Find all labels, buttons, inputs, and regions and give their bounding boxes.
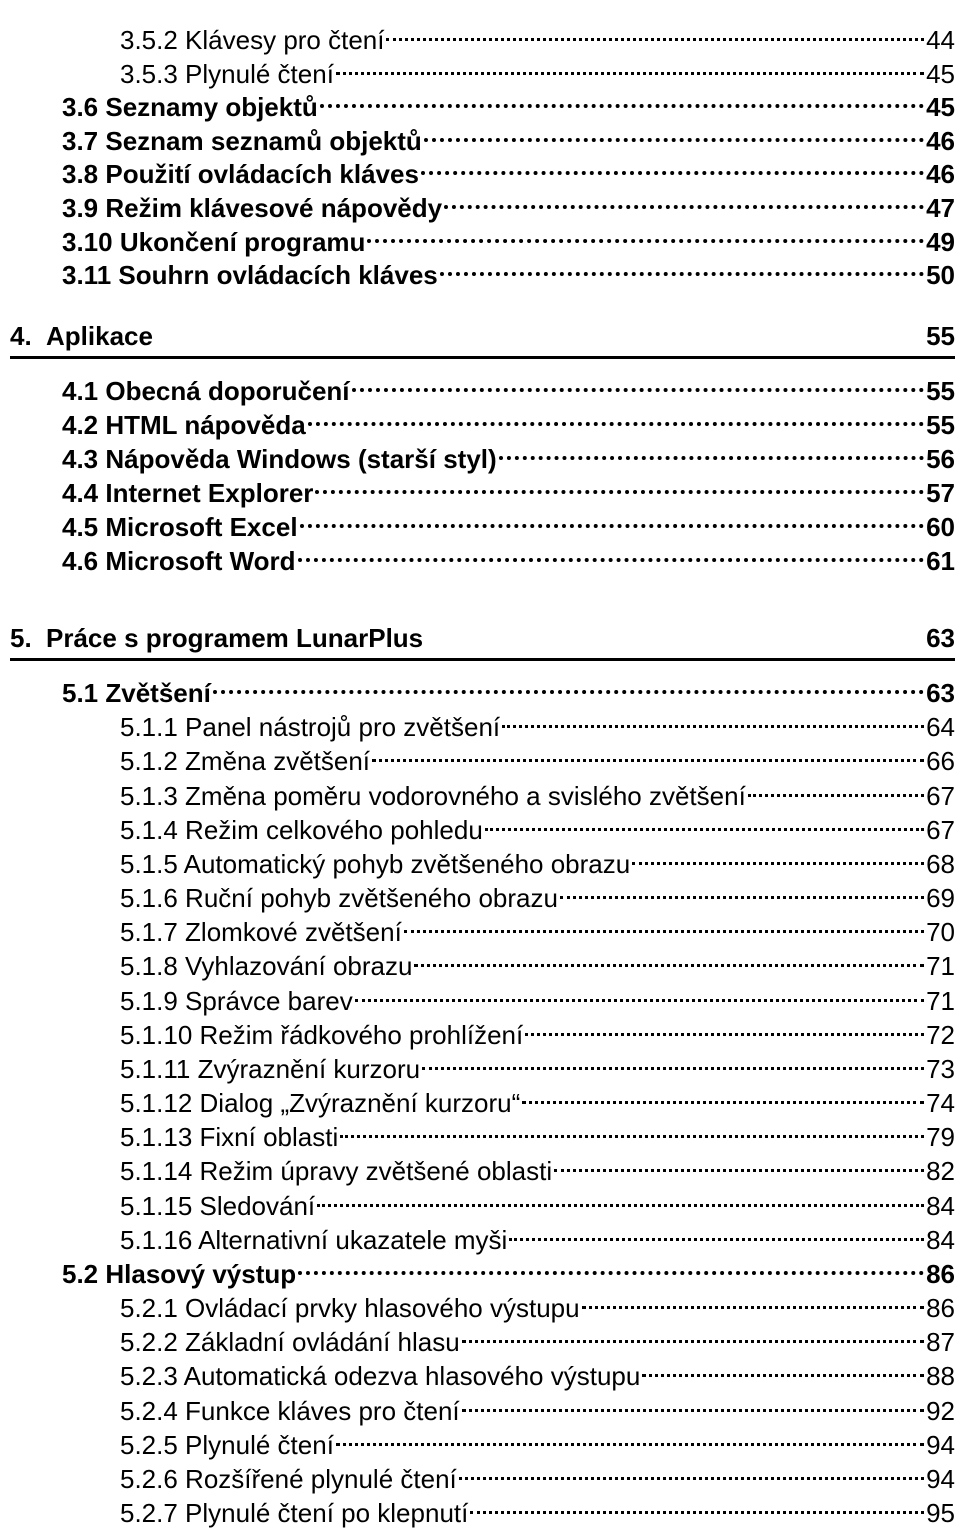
toc-entry-label: 5.1.16 Alternativní ukazatele myši — [120, 1224, 508, 1255]
toc-entry-page-number: 55 — [926, 376, 955, 406]
toc-entry-label: 5.1.5 Automatický pohyb zvětšeného obrazu — [120, 848, 631, 879]
toc-entry-label: 5.2.3 Automatická odezva hlasového výstupu — [120, 1361, 641, 1392]
dot-leader — [340, 1112, 924, 1146]
toc-entry-label: 5.1.11 Zvýraznění kurzoru — [120, 1053, 421, 1084]
toc-entry-label: 5.2.2 Základní ovládání hlasu — [120, 1327, 460, 1358]
toc-entry-page-number: 44 — [926, 25, 955, 55]
toc-entry-label: 4.4 Internet Explorer — [62, 478, 314, 508]
chapter-title: Aplikace — [46, 321, 153, 351]
toc-entry-label: 5.1.13 Fixní oblasti — [120, 1122, 339, 1153]
toc-entry[interactable] — [62, 400, 955, 440]
toc-entry-page-number: 84 — [926, 1190, 955, 1221]
toc-entry-label: 5.1.1 Panel nástrojů pro zvětšení — [120, 712, 501, 743]
dot-leader — [367, 217, 924, 251]
toc-entry[interactable] — [120, 1181, 955, 1221]
dot-leader — [642, 1351, 924, 1385]
toc-entry-label: 4.3 Nápověda Windows (starší styl) — [62, 444, 497, 474]
toc-entry-label: 5.2.7 Plynulé čtení po klepnutí — [120, 1498, 469, 1529]
toc-entry-page-number: 57 — [926, 478, 955, 508]
toc-entry-label: 4.2 HTML nápověda — [62, 410, 306, 440]
toc-entry-page-number: 95 — [926, 1498, 955, 1529]
toc-entry[interactable] — [120, 1078, 955, 1119]
dot-leader — [502, 702, 924, 736]
toc-entry[interactable] — [120, 976, 955, 1016]
toc-entry-page-number: 50 — [926, 260, 955, 291]
toc-entry[interactable] — [120, 907, 955, 948]
toc-entry[interactable] — [62, 217, 955, 257]
toc-entry-label: 5.2 Hlasový výstup — [62, 1258, 297, 1289]
dot-leader — [470, 1488, 924, 1522]
toc-entry[interactable] — [120, 1283, 955, 1324]
toc-entry-page-number: 79 — [926, 1122, 955, 1153]
dot-leader — [298, 536, 925, 570]
toc-entry[interactable] — [120, 941, 955, 982]
dot-leader — [444, 183, 924, 217]
chapter-number: 4. — [10, 321, 32, 351]
toc-entry-label: 5.2.1 Ovládací prvky hlasového výstupu — [120, 1293, 580, 1324]
chapter-heading[interactable] — [10, 318, 955, 359]
dot-leader — [424, 116, 924, 150]
toc-entry-label: 5.1.6 Ruční pohyb zvětšeného obrazu — [120, 883, 558, 914]
toc-entry-label: 5.1.4 Režim celkového pohledu — [120, 814, 483, 845]
dot-leader — [336, 1420, 924, 1454]
toc-entry-label: 5.1 Zvětšení — [62, 678, 211, 708]
toc-entry[interactable] — [120, 1454, 955, 1494]
toc-entry[interactable] — [62, 183, 955, 223]
toc-entry-label: 5.2.6 Rozšířené plynulé čtení — [120, 1463, 457, 1494]
toc-entry-label: 3.8 Použití ovládacích kláves — [62, 159, 419, 190]
toc-entry-page-number: 69 — [926, 883, 955, 914]
toc-entry-label: 4.6 Microsoft Word — [62, 546, 296, 576]
dot-leader — [499, 434, 924, 468]
toc-entry-page-number: 49 — [926, 226, 955, 257]
toc-entry-label: 4.5 Microsoft Excel — [62, 512, 298, 542]
toc-entry-label: 3.6 Seznamy objektů — [62, 92, 318, 123]
toc-entry[interactable] — [120, 873, 955, 914]
dot-leader — [320, 82, 924, 116]
toc-entry-page-number: 74 — [926, 1088, 955, 1119]
toc-entry[interactable] — [120, 1386, 955, 1426]
toc-entry-label: 3.5.2 Klávesy pro čtení — [120, 25, 385, 55]
toc-entry-label: 3.11 Souhrn ovládacích kláves — [62, 260, 438, 291]
toc-entry-page-number: 55 — [926, 410, 955, 440]
toc-entry-page-number: 86 — [926, 1258, 955, 1289]
toc-entry-page-number: 71 — [926, 985, 955, 1016]
dot-leader — [300, 502, 925, 536]
dot-leader — [485, 805, 924, 839]
toc-entry[interactable] — [62, 536, 955, 576]
toc-entry-page-number: 88 — [926, 1361, 955, 1392]
dot-leader — [462, 1317, 924, 1351]
toc-entry-page-number: 94 — [926, 1463, 955, 1494]
toc-entry[interactable] — [62, 1249, 955, 1289]
toc-entry[interactable] — [120, 1146, 955, 1187]
dot-leader — [298, 1249, 924, 1283]
toc-entry-label: 3.10 Ukončení programu — [62, 226, 366, 257]
chapter-page-number: 55 — [926, 321, 955, 351]
chapter-title: Práce s programem LunarPlus — [46, 623, 424, 653]
toc-entry[interactable] — [62, 116, 955, 156]
toc-entry-label: 5.1.14 Režim úpravy zvětšené oblasti — [120, 1156, 553, 1187]
toc-entry[interactable] — [120, 736, 955, 777]
dot-leader — [632, 839, 924, 873]
toc-entry-page-number: 45 — [926, 58, 955, 89]
toc-entry-page-number: 64 — [926, 712, 955, 743]
toc-entry-page-number: 84 — [926, 1224, 955, 1255]
toc-entry[interactable] — [120, 49, 955, 89]
toc-entry-page-number: 66 — [926, 746, 955, 777]
toc-entry-label: 5.1.3 Změna poměru vodorovného a svislého zvětšení — [120, 780, 746, 811]
toc-entry[interactable] — [62, 434, 955, 474]
toc-entry[interactable] — [120, 1317, 955, 1358]
toc-entry[interactable] — [62, 468, 955, 508]
dot-leader — [386, 15, 924, 49]
dot-leader — [308, 400, 924, 434]
toc-entry[interactable] — [120, 1488, 955, 1529]
dot-leader — [748, 771, 924, 805]
toc-entry-page-number: 87 — [926, 1327, 955, 1358]
toc-entry-label: 3.9 Režim klávesové nápovědy — [62, 193, 443, 223]
toc-entry-page-number: 86 — [926, 1293, 955, 1324]
dot-leader — [560, 873, 924, 907]
toc-entry-page-number: 63 — [926, 678, 955, 708]
toc-entry-page-number: 94 — [926, 1429, 955, 1460]
toc-entry[interactable] — [120, 1044, 955, 1084]
toc-entry-page-number: 68 — [926, 848, 955, 879]
toc-entry-page-number: 56 — [926, 444, 955, 474]
toc-entry-page-number: 70 — [926, 917, 955, 948]
dot-leader — [352, 366, 925, 400]
toc-entry-page-number: 67 — [926, 814, 955, 845]
toc-entry-page-number: 47 — [926, 193, 955, 223]
toc-entry[interactable] — [120, 1010, 955, 1050]
chapter-number: 5. — [10, 623, 32, 653]
toc-entry-page-number: 46 — [926, 159, 955, 190]
toc-entry-label: 3.5.3 Plynulé čtení — [120, 58, 334, 89]
dot-leader — [422, 1044, 924, 1078]
dot-leader — [522, 1078, 924, 1112]
dot-leader — [582, 1283, 924, 1317]
toc-entry[interactable] — [120, 771, 955, 811]
toc-entry[interactable] — [120, 839, 955, 879]
toc-entry[interactable] — [62, 668, 955, 708]
toc-entry-page-number: 46 — [926, 125, 955, 156]
dot-leader — [421, 149, 924, 183]
toc-entry[interactable] — [120, 702, 955, 743]
toc-entry-label: 3.7 Seznam seznamů objektů — [62, 125, 422, 156]
toc-entry-page-number: 82 — [926, 1156, 955, 1187]
dot-leader — [462, 1386, 924, 1420]
toc-entry-label: 5.2.5 Plynulé čtení — [120, 1429, 334, 1460]
toc-entry[interactable] — [120, 1215, 955, 1255]
toc-entry-label: 5.1.10 Režim řádkového prohlížení — [120, 1019, 524, 1050]
toc-entry-page-number: 72 — [926, 1019, 955, 1050]
toc-entry-page-number: 60 — [926, 512, 955, 542]
dot-leader — [336, 49, 924, 83]
toc-entry[interactable] — [120, 1420, 955, 1460]
dot-leader — [509, 1215, 924, 1249]
dot-leader — [372, 736, 924, 770]
dot-leader — [414, 941, 924, 975]
dot-leader — [404, 907, 924, 941]
toc-entry[interactable] — [62, 82, 955, 123]
toc-entry[interactable] — [62, 149, 955, 190]
dot-leader — [459, 1454, 924, 1488]
toc-entry[interactable] — [120, 1112, 955, 1153]
dot-leader — [554, 1146, 924, 1180]
toc-entry[interactable] — [62, 250, 955, 291]
chapter-heading[interactable] — [10, 620, 955, 661]
toc-entry-page-number: 45 — [926, 92, 955, 123]
toc-entry[interactable] — [120, 15, 955, 55]
toc-entry[interactable] — [62, 502, 955, 542]
chapter-page-number: 63 — [926, 623, 955, 653]
toc-entry-label: 5.1.12 Dialog „Zvýraznění kurzoru“ — [120, 1088, 521, 1119]
toc-entry-label: 5.1.9 Správce barev — [120, 985, 353, 1016]
toc-entry-page-number: 73 — [926, 1053, 955, 1084]
dot-leader — [440, 250, 924, 284]
toc-entry-label: 4.1 Obecná doporučení — [62, 376, 350, 406]
dot-leader — [315, 468, 924, 502]
toc-entry-label: 5.2.4 Funkce kláves pro čtení — [120, 1395, 460, 1426]
dot-leader — [317, 1181, 924, 1215]
toc-entry[interactable] — [62, 366, 955, 406]
toc-entry-page-number: 71 — [926, 951, 955, 982]
toc-entry[interactable] — [120, 805, 955, 845]
toc-entry-page-number: 61 — [926, 546, 955, 576]
toc-entry-page-number: 67 — [926, 780, 955, 811]
toc-entry-label: 5.1.2 Změna zvětšení — [120, 746, 371, 777]
dot-leader — [525, 1010, 924, 1044]
dot-leader — [213, 668, 924, 702]
toc-entry-label: 5.1.15 Sledování — [120, 1190, 316, 1221]
toc-entry[interactable] — [120, 1351, 955, 1392]
toc-entry-label: 5.1.8 Vyhlazování obrazu — [120, 951, 413, 982]
toc-entry-label: 5.1.7 Zlomkové zvětšení — [120, 917, 402, 948]
dot-leader — [355, 976, 924, 1010]
toc-entry-page-number: 92 — [926, 1395, 955, 1426]
